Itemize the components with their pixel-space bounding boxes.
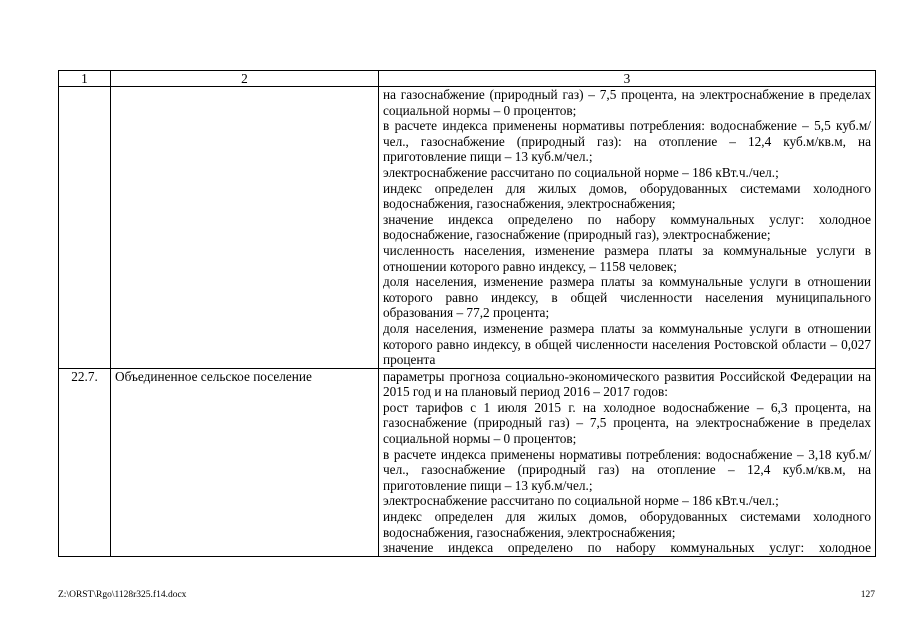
description-paragraph: доля населения, изменение размера платы за коммунальные услуги в отношении которого равно индексу, в общей численности населения Ростовской области – 0,027 процента: [383, 320, 871, 368]
description-paragraph: значение индекса определено по набору коммунальных услуг: холодное водоснабжение, газоснабжение (природный газ), электроснабжение;: [383, 211, 871, 243]
description-paragraph: в расчете индекса применены нормативы потребления: водоснабжение – 5,5 куб.м/чел., газоснабжение (природный газ): на отопление – 12,4 куб.м/кв.м, на приготовление пищи – 13 куб.м/чел.;: [383, 118, 871, 165]
index-table: [58, 70, 876, 557]
table-body: [59, 87, 876, 557]
table-row: [59, 87, 876, 369]
description-paragraph: доля населения, изменение размера платы за коммунальные услуги в отношении которого равно индексу, в общей численности населения муниципального образования – 77,2 процента;: [383, 274, 871, 321]
description-paragraph: электроснабжение рассчитано по социальной норме – 186 кВт.ч./чел.;: [383, 164, 779, 180]
description-paragraph: индекс определен для жилых домов, оборудованных системами холодного водоснабжения, газоснабжения, электроснабжения;: [383, 180, 871, 212]
header-col-2: 2: [111, 71, 379, 87]
table-header-row: [59, 71, 876, 87]
description-paragraph: электроснабжение рассчитано по социальной норме – 186 кВт.ч./чел.;: [383, 493, 779, 509]
footer-page-number: 127: [860, 590, 875, 600]
header-col-3: 3: [379, 71, 876, 87]
description-cell: [379, 368, 876, 556]
municipality-name-cell: [111, 87, 379, 369]
description-paragraph: численность населения, изменение размера платы за коммунальные услуги в отношении которого равно индексу, – 1158 человек;: [383, 242, 871, 274]
header-col-1: 1: [59, 71, 111, 87]
table-row: [59, 368, 876, 556]
description-paragraph: параметры прогноза социально-экономического развития Российской Федерации на 2015 год и на плановый период 2016 – 2017 годов:: [383, 368, 871, 400]
description-cell: [379, 87, 876, 369]
row-number-cell: 22.7.: [59, 368, 111, 556]
footer-file-path: Z:\ORST\Rgo\1128r325.f14.docx: [58, 590, 187, 600]
description-paragraph: рост тарифов с 1 июля 2015 г. на холодное водоснабжение – 6,3 процента, на газоснабжение (природный газ) – 7,5 процента, на электроснабжение в пределах социальной нормы – 0 процентов;: [383, 399, 871, 447]
description-paragraph: на газоснабжение (природный газ) – 7,5 процента, на электроснабжение в пределах социальной нормы – 0 процентов;: [383, 87, 871, 118]
description-paragraph: индекс определен для жилых домов, оборудованных системами холодного водоснабжения, газоснабжения, электроснабжения;: [383, 509, 871, 540]
description-paragraph: в расчете индекса применены нормативы потребления: водоснабжение – 3,18 куб.м/чел., газоснабжение (природный газ) на отопление – 12,4 куб.м/кв.м, на приготовление пищи – 13 куб.м/чел.;: [383, 446, 871, 493]
municipality-name-cell: Объединенное сельское поселение: [111, 368, 379, 556]
row-number-cell: [59, 87, 111, 369]
description-paragraph: значение индекса определено по набору коммунальных услуг: холодное: [383, 540, 871, 556]
